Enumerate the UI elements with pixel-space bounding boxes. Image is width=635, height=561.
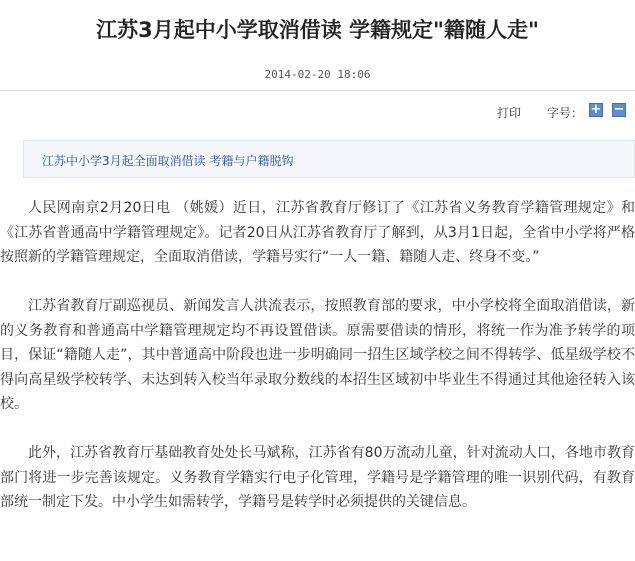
- related-news-link[interactable]: 江苏中小学3月起全面取消借读 考籍与户籍脱钩: [42, 154, 294, 168]
- header-divider: [0, 90, 635, 91]
- font-decrease-button[interactable]: −: [613, 102, 625, 117]
- font-size-label: 字号：: [547, 106, 584, 120]
- publish-datetime: 2014-02-20 18:06: [264, 68, 371, 81]
- print-button[interactable]: 打印: [497, 106, 522, 120]
- font-increase-button[interactable]: +: [590, 102, 602, 117]
- article-body: [0, 196, 635, 515]
- article-paragraph: 江苏省教育厅副巡视员、新闻发言人洪流表示，按照教育部的要求，中小学校将全面取消借读，新的义务教育和普通高中学籍管理规定均不再设置借读。原需要借读的情形，将统一作为准予转学的项目，保证“籍随人走”，其中普通高中阶段也进一步明确同一招生区域学校之间不得转学、低星级学校不得向高星级学校转学、未达到转入校当年录取分数线的本招生区域初中毕业生不得通过其他途径转入该校。: [0, 298, 635, 412]
- article-paragraph: 人民网南京2月20日电 （姚媛）近日，江苏省教育厅修订了《江苏省义务教育学籍管理规定》和《江苏省普通高中学籍管理规定》。记者20日从江苏省教育厅了解到，从3月1日起，全省中小学将严格按照新的学籍管理规定，全面取消借读，学籍号实行“一人一籍、籍随人走、终身不变。”: [0, 200, 635, 265]
- related-news-box: [23, 140, 635, 178]
- article-paragraph: 此外，江苏省教育厅基础教育处处长马斌称，江苏省有80万流动儿童，针对流动人口，各地市教育部门将进一步完善该规定。义务教育学籍实行电子化管理，学籍号是学籍管理的唯一识别代码，有教育部统一制定下发。中小学生如需转学，学籍号是转学时必须提供的关键信息。: [0, 445, 635, 510]
- article-title: 江苏3月起中小学取消借读 学籍规定"籍随人走": [96, 18, 539, 42]
